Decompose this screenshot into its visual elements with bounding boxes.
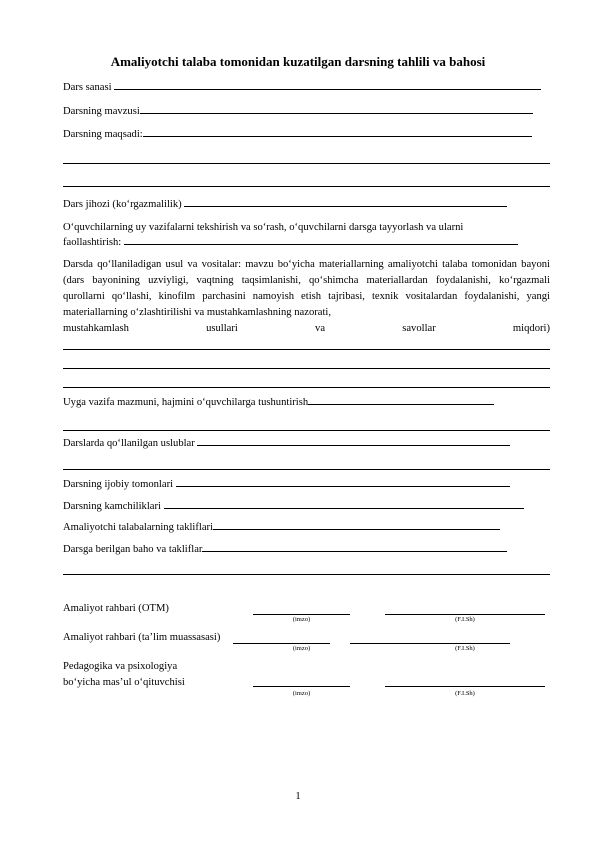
- blank-line[interactable]: [63, 430, 550, 431]
- methods-last-line: [63, 321, 550, 337]
- word: savollar: [402, 323, 436, 334]
- sig-psych-imzo-caption: (imzo): [292, 690, 311, 697]
- field-shortcomings: [63, 499, 524, 513]
- field-label: O‘quvchilarning uy vazifalarni tekshirish va so‘rash, o‘quvchilarni darsga tayyorlash va ularni: [63, 222, 464, 233]
- blank-line[interactable]: [63, 574, 550, 575]
- field-label: Darsning ijobiy tomonlari: [63, 479, 174, 490]
- field-date: [63, 80, 541, 94]
- sig-otm-imzo-caption: (imzo): [292, 616, 311, 623]
- sig-otm-imzo-line[interactable]: [253, 614, 350, 615]
- blank-line[interactable]: [197, 436, 510, 446]
- word: va: [315, 323, 326, 334]
- field-label: Darsning kamchiliklari: [63, 501, 161, 512]
- sig-otm-fish-caption: (F.I.Sh): [455, 616, 475, 623]
- blank-line[interactable]: [184, 197, 507, 207]
- sig-school-fish-line[interactable]: [350, 643, 510, 644]
- blank-line[interactable]: [213, 520, 500, 530]
- blank-line[interactable]: [202, 542, 507, 552]
- blank-line[interactable]: [124, 235, 518, 245]
- blank-line[interactable]: [63, 349, 550, 350]
- sig-psych-label-1: Pedagogika va psixologiya: [63, 661, 178, 672]
- blank-line[interactable]: [143, 127, 532, 137]
- field-label: Dars sanasi: [63, 82, 112, 93]
- methods-paragraph: [63, 257, 550, 337]
- blank-line[interactable]: [63, 469, 550, 470]
- methods-text: Darsda qo‘llaniladigan usul va vositalar: mavzu bo‘yicha materiallarning amaliyotchi talaba tomonidan bayoni (dars bayonining uzviyligi, vaqtning taqsimlanishi, qo‘shimcha materiallardan foydalanishi, ko‘rgazmali qurollarni qo‘llashi, kinofilm parchasini namoyish etish tajribasi, texnik vositalardan foydalanishi, yangi materiallarning o‘zlashtirilishi va mustahkamlashning nazorati,: [63, 259, 550, 318]
- field-goal: [63, 127, 532, 141]
- word: usullari: [206, 323, 238, 334]
- field-label: Darsning maqsadi:: [63, 129, 143, 140]
- sig-psych-imzo-line[interactable]: [253, 686, 350, 687]
- word: miqdori): [512, 323, 550, 334]
- blank-line[interactable]: [164, 499, 524, 509]
- blank-line[interactable]: [140, 104, 533, 114]
- sig-school-imzo-line[interactable]: [233, 643, 330, 644]
- field-homework-check-cont: [63, 235, 518, 249]
- blank-line[interactable]: [63, 186, 550, 187]
- sig-otm-label: Amaliyot rahbari (OTM): [63, 603, 169, 614]
- blank-line[interactable]: [176, 477, 510, 487]
- field-label: Uyga vazifa mazmuni, hajmini o‘quvchilarga tushuntirish: [63, 397, 309, 408]
- sig-otm-fish-line[interactable]: [385, 614, 545, 615]
- field-topic: [63, 104, 533, 118]
- blank-line[interactable]: [63, 368, 550, 369]
- sig-school-label: Amaliyot rahbari (ta’lim muassasasi): [63, 632, 221, 643]
- sig-school-fish-caption: (F.I.Sh): [455, 645, 475, 652]
- blank-line[interactable]: [63, 163, 550, 164]
- sig-school-imzo-caption: (imzo): [292, 645, 311, 652]
- blank-line[interactable]: [114, 80, 541, 90]
- field-label: Darslarda qo‘llanilgan uslublar: [63, 438, 195, 449]
- field-suggestions: [63, 520, 500, 534]
- field-homework-check: [63, 221, 463, 234]
- sig-psych-label-2: bo‘yicha mas’ul o‘qituvchisi: [63, 677, 185, 688]
- sig-psych-fish-line[interactable]: [385, 686, 545, 687]
- field-label: Darsga berilgan baho va takliflar: [63, 544, 203, 555]
- word: mustahkamlash: [63, 323, 129, 334]
- field-label: Amaliyotchi talabalarning takliflari: [63, 522, 214, 533]
- field-label: faollashtirish:: [63, 237, 122, 248]
- document-title: Amaliyotchi talaba tomonidan kuzatilgan darsning tahlili va bahosi: [110, 54, 486, 69]
- field-positives: [63, 477, 510, 491]
- field-homework-content: [63, 395, 494, 409]
- field-styles: [63, 436, 510, 450]
- field-label: Dars jihozi (ko‘rgazmalilik): [63, 199, 182, 210]
- blank-line[interactable]: [63, 387, 550, 388]
- blank-line[interactable]: [308, 395, 494, 405]
- field-label: Darsning mavzusi: [63, 106, 140, 117]
- page-number: 1: [295, 791, 301, 802]
- sig-psych-fish-caption: (F.I.Sh): [455, 690, 475, 697]
- field-equipment: [63, 197, 507, 211]
- field-grade: [63, 542, 507, 556]
